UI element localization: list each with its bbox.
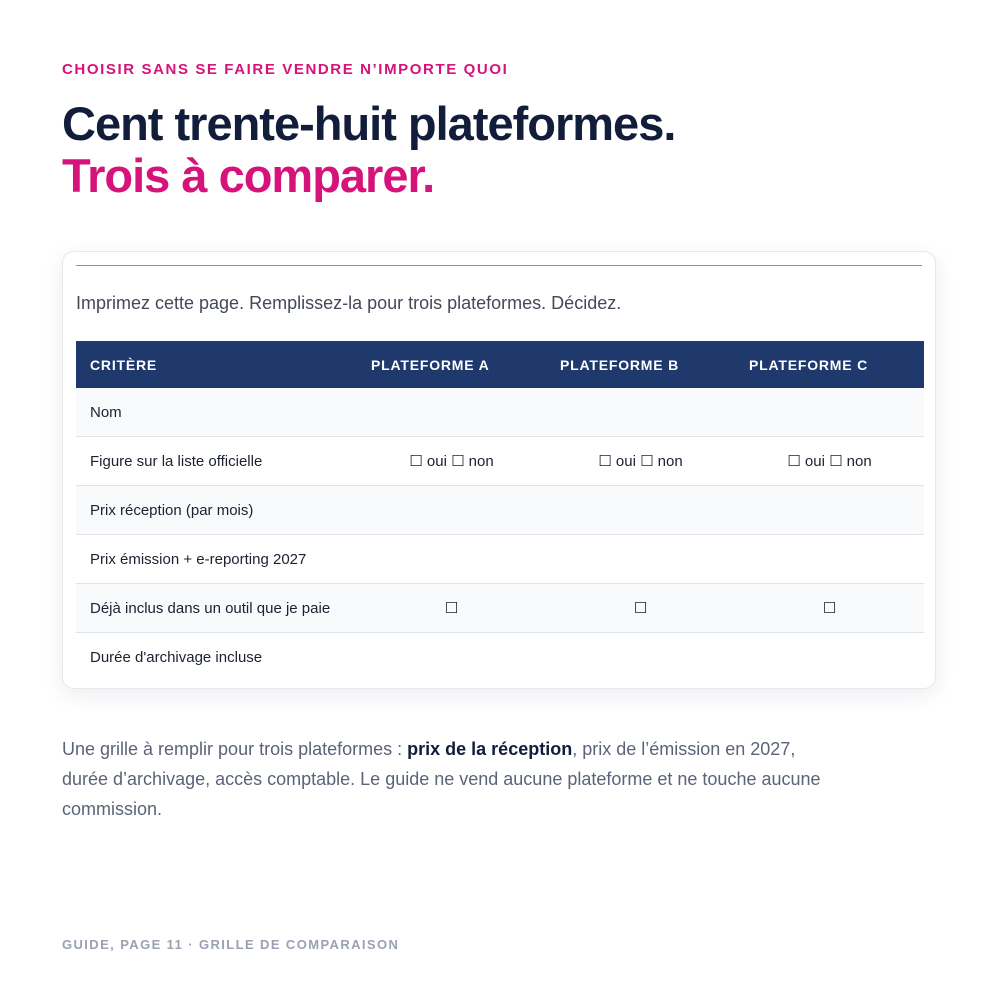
criterion-label: Prix émission + e-reporting 2027	[76, 535, 357, 584]
card-instruction: Imprimez cette page. Remplissez-la pour trois plateformes. Décidez.	[76, 293, 622, 313]
platform-c-checkbox[interactable]: ☐	[735, 584, 924, 633]
criterion-label: Figure sur la liste officielle	[76, 437, 357, 486]
platform-b-checkbox[interactable]: ☐	[546, 584, 735, 633]
column-header-platform-a: PLATEFORME A	[357, 341, 546, 388]
page-title	[62, 98, 675, 202]
criterion-label: Nom	[76, 388, 357, 437]
platform-a-cell[interactable]	[357, 388, 546, 437]
platform-a-cell[interactable]	[357, 633, 546, 682]
page-footer: GUIDE, PAGE 11 · GRILLE DE COMPARAISON	[62, 937, 400, 952]
table-row	[76, 486, 924, 535]
platform-b-cell[interactable]	[546, 535, 735, 584]
page-title-line-2: Trois à comparer.	[62, 149, 435, 202]
platform-a-cell[interactable]	[357, 535, 546, 584]
table-row	[76, 388, 924, 437]
caption-paragraph	[62, 734, 832, 824]
comparison-table	[76, 341, 924, 681]
caption-emphasis: prix de la réception	[407, 739, 573, 759]
comparison-card	[62, 251, 936, 689]
table-row	[76, 437, 924, 486]
column-header-platform-b: PLATEFORME B	[546, 341, 735, 388]
platform-a-checkbox-group[interactable]: ☐ oui ☐ non	[357, 437, 546, 486]
caption-text-end: , prix de l’émission en 2027, durée d’archivage, accès comptable. Le guide ne vend aucune plateforme et ne touche aucune commission.	[62, 739, 821, 819]
column-header-criterion: CRITÈRE	[76, 341, 357, 388]
eyebrow-label: CHOISIR SANS SE FAIRE VENDRE N’IMPORTE QUOI	[62, 61, 509, 78]
platform-b-cell[interactable]	[546, 388, 735, 437]
platform-b-checkbox-group[interactable]: ☐ oui ☐ non	[546, 437, 735, 486]
platform-c-cell[interactable]	[735, 388, 924, 437]
table-row	[76, 535, 924, 584]
platform-b-cell[interactable]	[546, 486, 735, 535]
criterion-label: Déjà inclus dans un outil que je paie	[76, 584, 357, 633]
table-row	[76, 584, 924, 633]
criterion-label: Prix réception (par mois)	[76, 486, 357, 535]
platform-b-cell[interactable]	[546, 633, 735, 682]
platform-c-cell[interactable]	[735, 486, 924, 535]
table-row	[76, 633, 924, 682]
card-divider	[76, 265, 922, 266]
caption-text-start: Une grille à remplir pour trois plateformes :	[62, 739, 408, 759]
column-header-platform-c: PLATEFORME C	[735, 341, 924, 388]
platform-c-checkbox-group[interactable]: ☐ oui ☐ non	[735, 437, 924, 486]
platform-c-cell[interactable]	[735, 535, 924, 584]
platform-a-checkbox[interactable]: ☐	[357, 584, 546, 633]
platform-c-cell[interactable]	[735, 633, 924, 682]
table-header-row	[76, 341, 924, 388]
page-title-line-1: Cent trente-huit plateformes.	[62, 97, 676, 150]
criterion-label: Durée d'archivage incluse	[90, 648, 263, 666]
platform-a-cell[interactable]	[357, 486, 546, 535]
